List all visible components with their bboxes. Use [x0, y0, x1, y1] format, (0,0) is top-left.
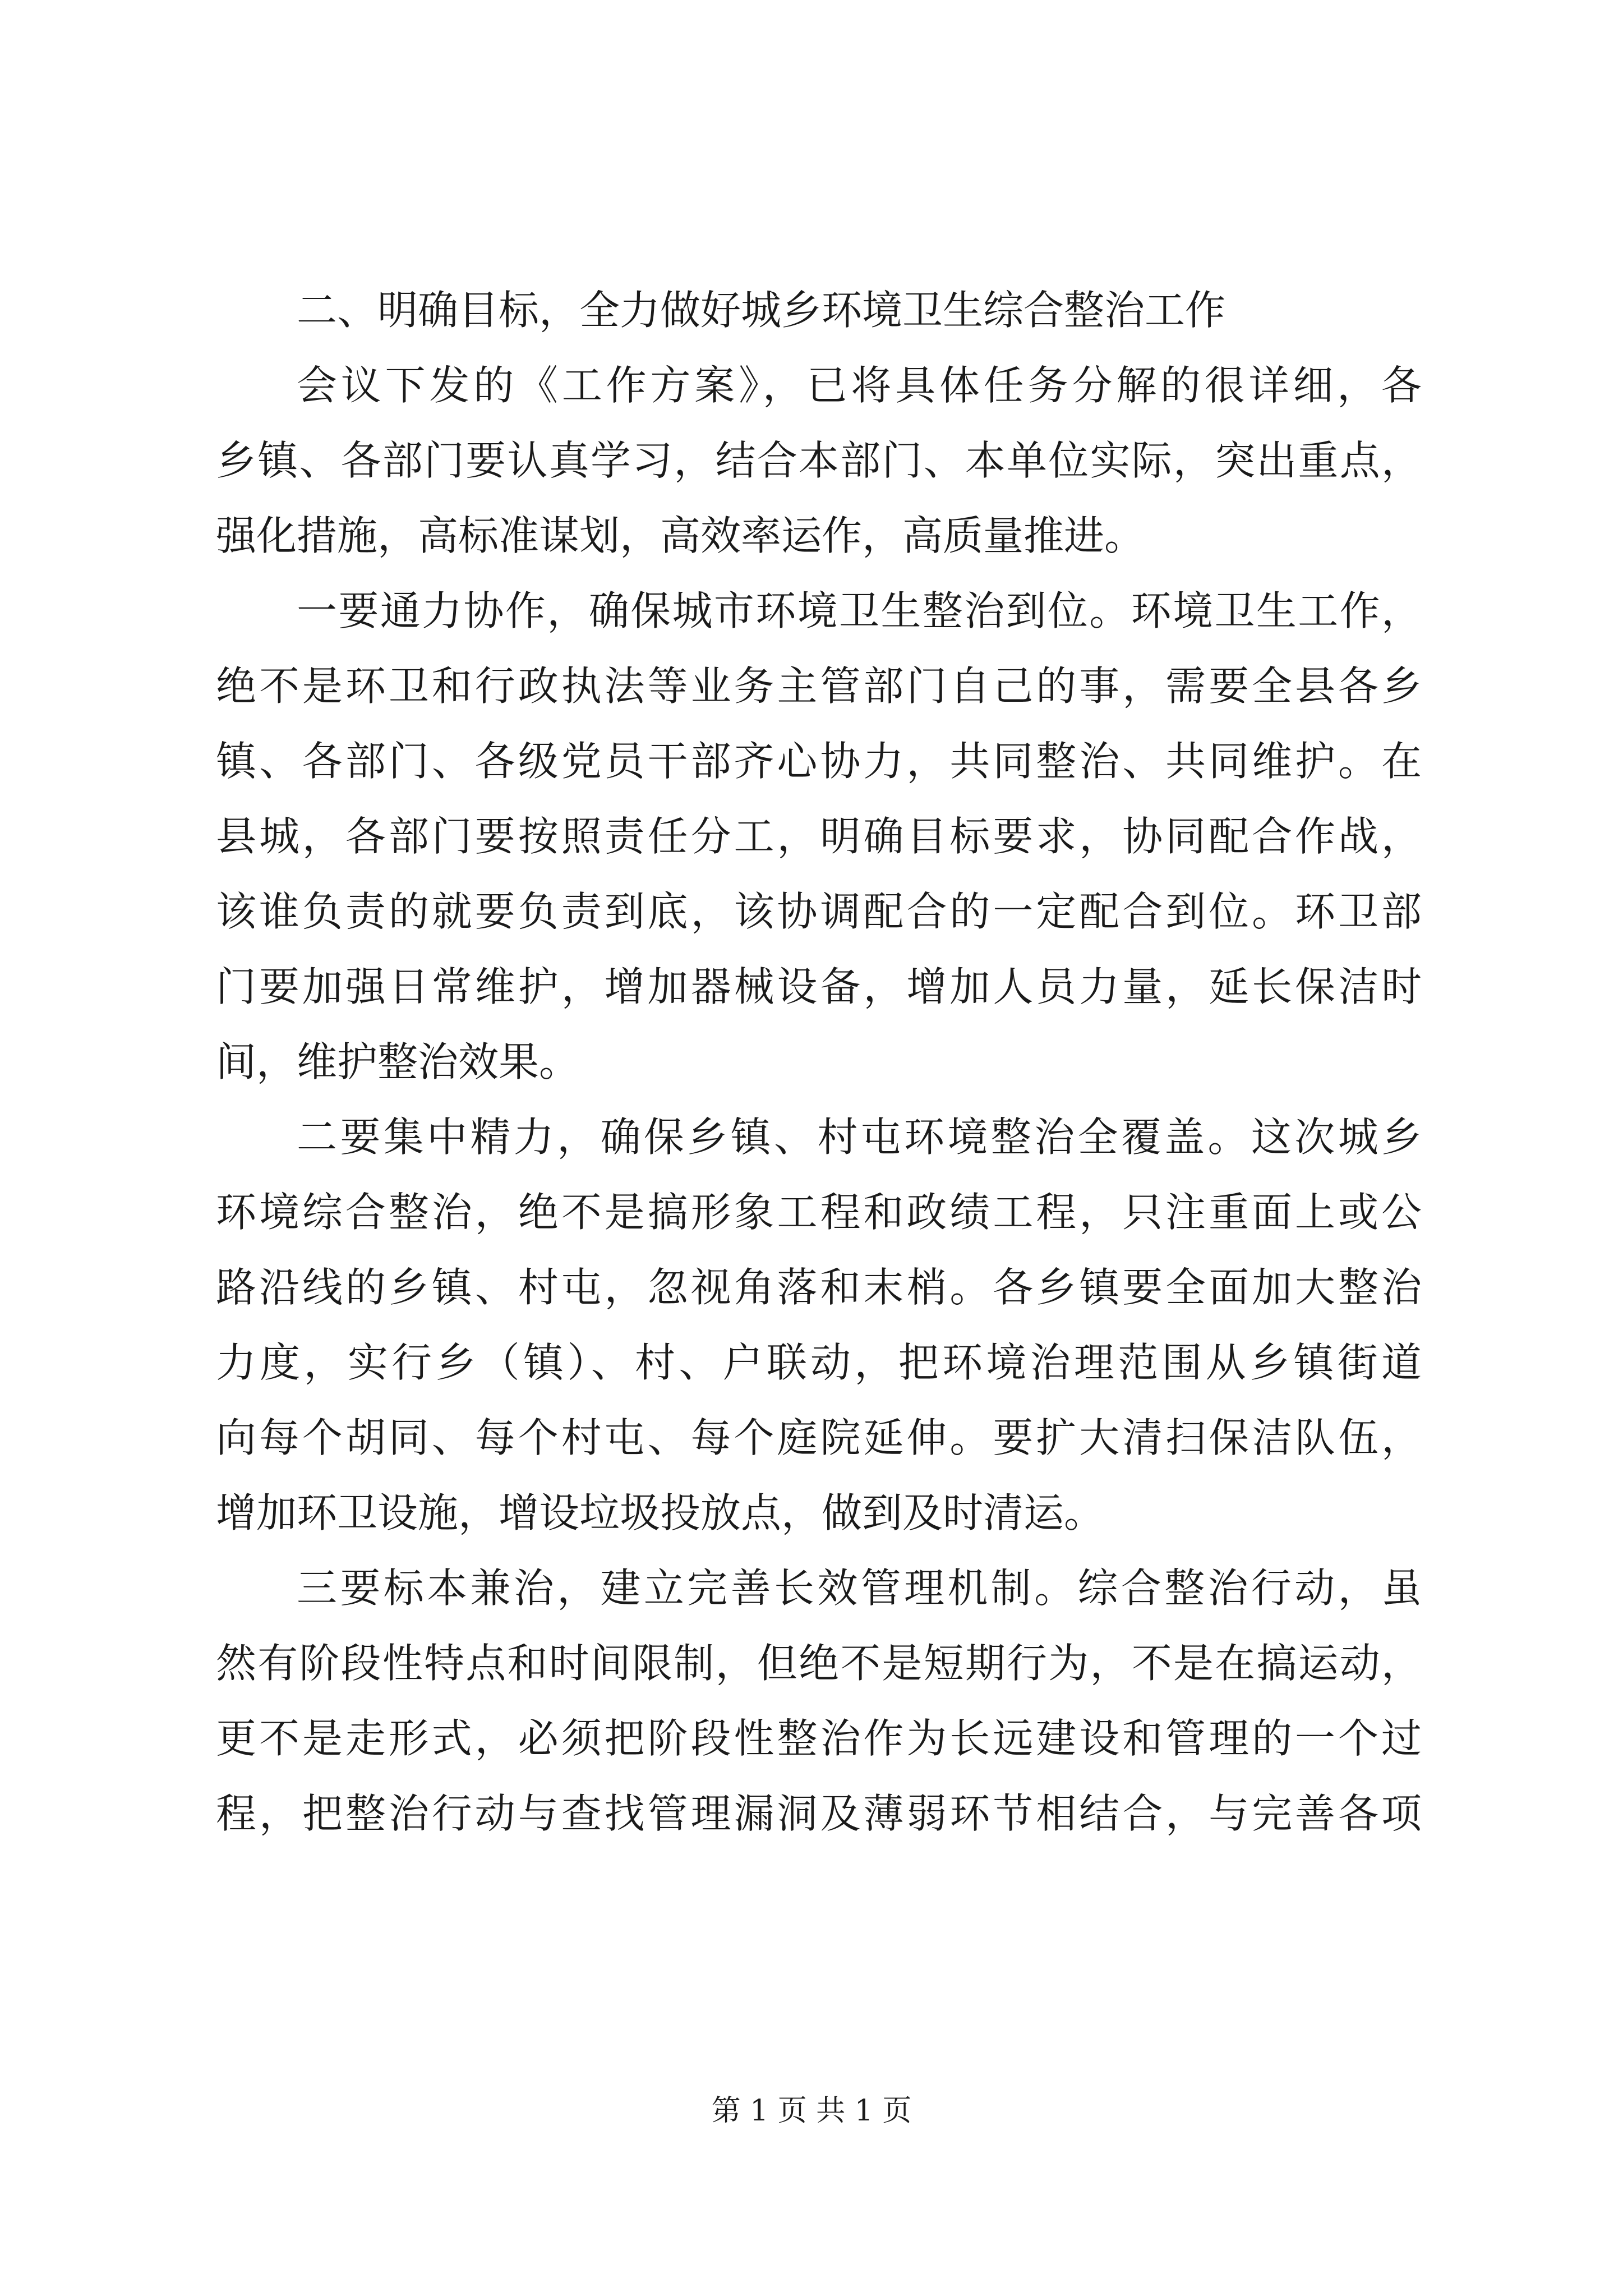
document-body — [216, 273, 1422, 1851]
text-line: 更不是走形式，必须把阶段性整治作为长远建设和管理的一个过 — [216, 1715, 1422, 1762]
page-number-label: 第 1 页 共 1 页 — [711, 2094, 912, 2128]
text-line: 路沿线的乡镇、村屯，忽视角落和末梢。各乡镇要全面加大整治 — [216, 1264, 1422, 1311]
text-line: 程，把整治行动与查找管理漏洞及薄弱环节相结合，与完善各项 — [216, 1790, 1422, 1837]
text-line: 间，维护整治效果。 — [216, 1038, 580, 1085]
text-line: 向每个胡同、每个村屯、每个庭院延伸。要扩大清扫保洁队伍， — [216, 1414, 1422, 1461]
text-line: 力度，实行乡（镇）、村、户联动，把环境治理范围从乡镇街道 — [216, 1339, 1422, 1386]
text-line: 三要标本兼治，建立完善长效管理机制。综合整治行动，虽 — [297, 1565, 1422, 1612]
page-footer — [0, 2087, 1623, 2129]
text-line: 绝不是环卫和行政执法等业务主管部门自己的事，需要全县各乡 — [216, 662, 1422, 710]
text-line: 该谁负责的就要负责到底，该协调配合的一定配合到位。环卫部 — [216, 888, 1422, 935]
text-line: 二要集中精力，确保乡镇、村屯环境整治全覆盖。这次城乡 — [297, 1114, 1422, 1161]
text-line: 镇、各部门、各级党员干部齐心协力，共同整治、共同维护。在 — [216, 738, 1422, 785]
text-line: 环境综合整治，绝不是搞形象工程和政绩工程，只注重面上或公 — [216, 1189, 1422, 1236]
text-line: 然有阶段性特点和时间限制，但绝不是短期行为，不是在搞运动， — [216, 1640, 1422, 1687]
text-line: 增加环卫设施，增设垃圾投放点，做到及时清运。 — [216, 1489, 1105, 1536]
text-line: 二、明确目标，全力做好城乡环境卫生综合整治工作 — [297, 287, 1226, 334]
text-line: 门要加强日常维护，增加器械设备，增加人员力量，延长保洁时 — [216, 963, 1422, 1010]
text-line: 县城，各部门要按照责任分工，明确目标要求，协同配合作战， — [216, 813, 1422, 860]
text-line: 乡镇、各部门要认真学习，结合本部门、本单位实际，突出重点， — [216, 437, 1422, 484]
text-line: 一要通力协作，确保城市环境卫生整治到位。环境卫生工作， — [297, 587, 1422, 634]
text-line: 会议下发的《工作方案》，已将具体任务分解的很详细，各 — [297, 362, 1422, 409]
text-line: 强化措施，高标准谋划，高效率运作，高质量推进。 — [216, 512, 1145, 559]
